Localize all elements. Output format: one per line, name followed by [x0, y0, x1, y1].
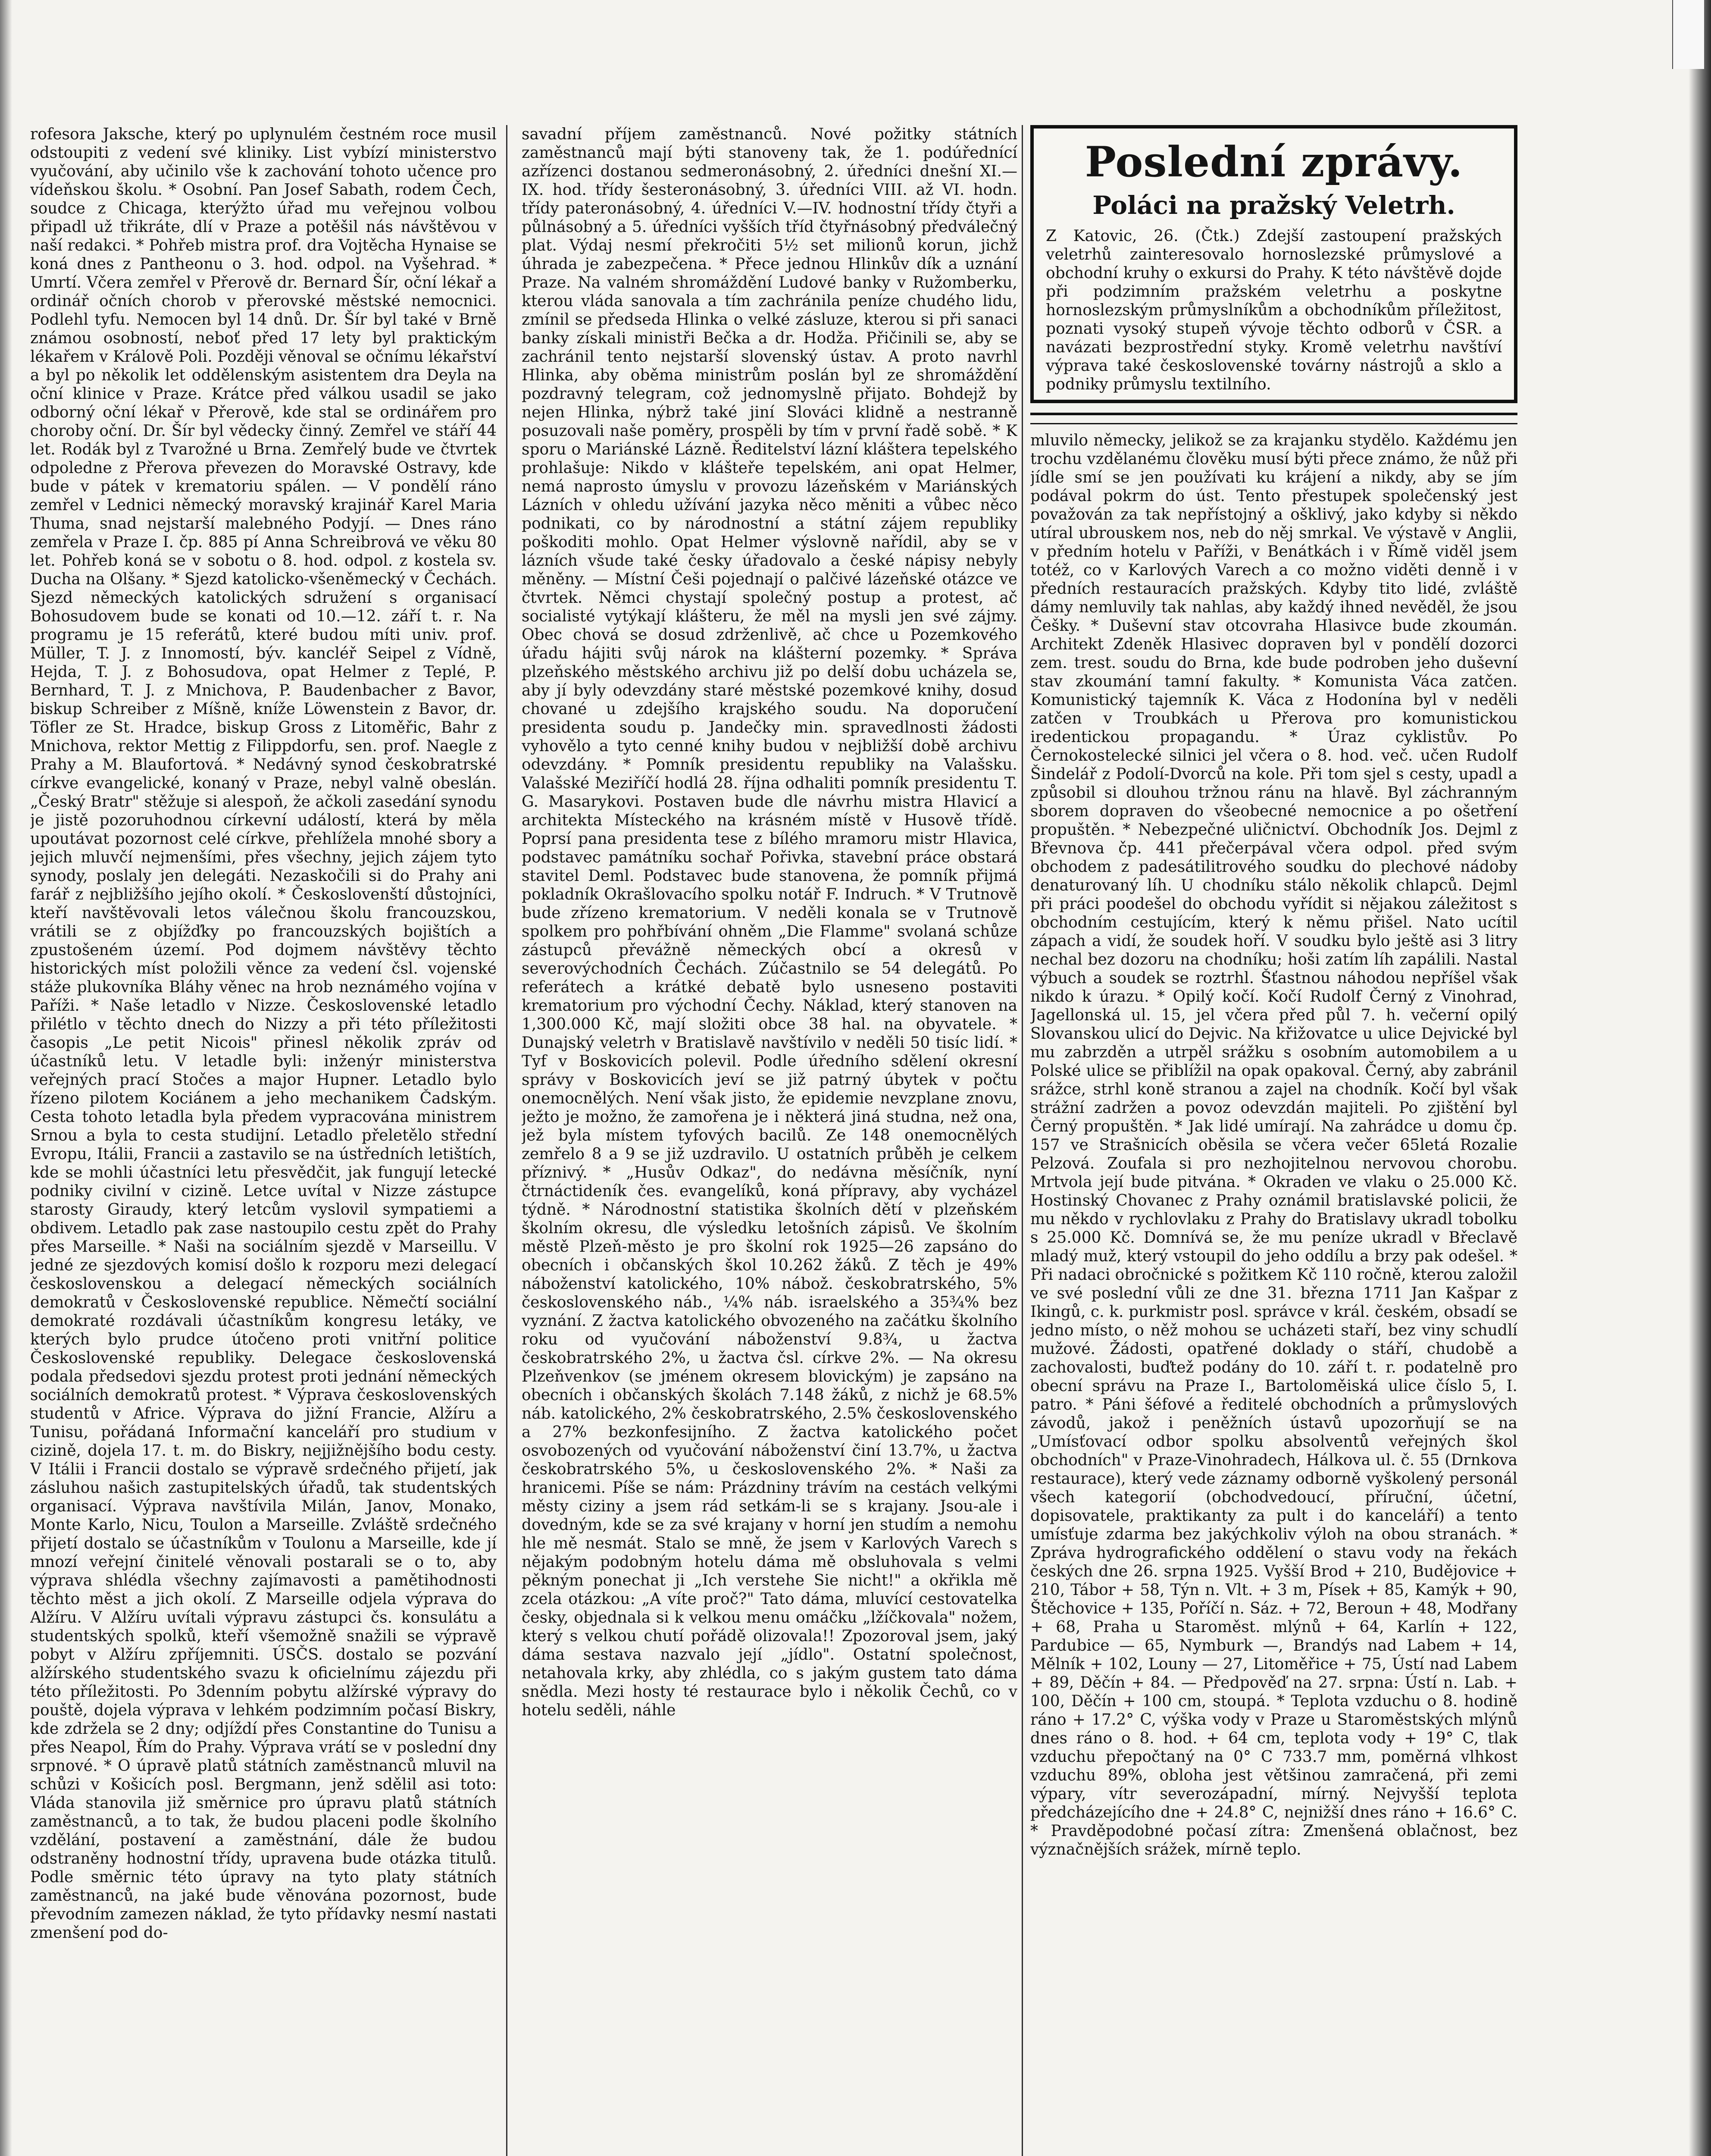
torn-corner: [1672, 0, 1704, 69]
latest-news-title: Poslední zprávy.: [1085, 138, 1463, 186]
column-right-text: mluvilo německy, jelikož se za krajanku stydělo. Každému jen trochu vzdělanému člověku musí býti přece známo, že nůž při jídle smí se jen používati ku krájení a nikdy, aby se jím podával pokrm do úst. Tento přestupek společenský jest považován za tak nepřístojný a ošklivý, jako kdyby si někdo utíral ubrouskem nos, neb do něj smrkal. Ve výstavě v Anglii, v předním hotelu v Paříži, v Benátkách i v Římě viděl jsem totéž, co v Karlových Varech a co možno viděti denně i v předních restauracích pražských. Kdyby tito lidé, zvláště dámy nemluvily tak nahlas, aby každý ihned nevěděl, že jsou Češky. * Duševní stav otcovraha Hlasivce bude zkoumán. Architekt Zdeněk Hlasivec dopraven byl v pondělí dozorci zem. trest. soudu do Brna, kde bude podroben jeho duševní stav zkoumání tamní fakulty. * Komunista Váca zatčen. Komunistický tajemník K. Váca z Hodonína byl v neděli zatčen v Troubkách u Přerova pro komunistickou iredentickou propagandu. * Úraz cyklistův. Po Černokostelecké silnici jel včera o 8. hod. več. učen Rudolf Šindelář z Podolí-Dvorců na kole. Při tom sjel s cesty, upadl a způsobil si dlouhou tržnou ránu na hlavě. Byl záchranným sborem dopraven do všeobecné nemocnice a po ošetření propuštěn. * Nebezpečné uličnictví. Obchodník Jos. Dejml z Břevnova čp. 441 přečerpával včera odpol. před svým obchodem z padesátilitrového soudku do plechové nádoby denaturovaný líh. U chodníku stálo několik chlapců. Dejml při práci poodešel do obchodu vyřídit si nějakou záležitost s obchodním cestujícím, který k němu přišel. Nato ucítil zápach a vidí, že soudek hoří. V soudku bylo ještě asi 3 litry nechal bez dozoru na chodníku; hoši zatím líh zapálili. Nastal výbuch a soudek se roztrhl. Šťastnou náhodou nepříšel však nikdo k úrazu. * Opilý kočí. Kočí Rudolf Černý z Vinohrad, Jagellonská ul. 15, jel včera před půl 7. h. večerní opilý Slovanskou ulicí do Dejvic. Na křižovatce u ulice Dejvické byl mu zabrzděn a utrpěl srážku s osobním automobilem a u Polské ulice se přiblížil na opak opakoval. Černý, aby zabránil srážce, strhl koně stranou a zajel na chodník. Kočí byl však strážní zadržen a povoz odevzdán majiteli. Po zjištění byl Černý propuštěn. * Jak lidé umírají. Na zahrádce u domu čp. 157 ve Strašnicích oběsila se včera večer 65letá Rozalie Pelzová. Zoufala si pro nezhojitelnou nervovou chorobu. Mrtvola její bude pitvána. * Okraden ve vlaku o 25.000 Kč. Hostinský Chovanec z Prahy oznámil bratislavské policii, že mu někdo v rychlovlaku z Prahy do Bratislavy ukradl tobolku s 25.000 Kč. Domnívá se, že mu peníze ukradl v Břeclavě mladý muž, který vstoupil do jeho oddílu a brzy pak odešel. * Při nadaci obročnické s požitkem Kč 110 ročně, kterou založil ve své poslední vůli ze dne 31. března 1711 Jan Kašpar z Ikingů, c. k. purkmistr posl. správce v král. českém, obsadí se jedno místo, o něž mohou se ucházeti staří, bez viny schudlí mužové. Žádosti, opatřené doklady o stáří, chudobě a zachovalosti, buďtež podány do 10. září t. r. podatelně pro obecní správu na Praze I., Bartoloměiská ulice číslo 5, I. patro. * Páni šéfové a ředitelé obchodních a průmyslových závodů, jakož i peněžních ústavů upozorňují se na „Umísťovací odbor spolku absolventů veřejných škol obchodních" v Praze-Vinohradech, Hálkova ul. č. 55 (Drnkova restaurace), který vede záznamy odborně vyškolený personál všech kategorií (obchodvedoucí, příruční, účetní, dopisovatele, praktikanty za pult i do kanceláří) a tento umísťuje zdarma bez jakýchkoliv výloh na obou stranách. * Zpráva hydrografického oddělení o stavu vody na řekách českých dne 26. srpna 1925. Vyšší Brod + 210, Budějovice + 210, Tábor + 58, Týn n. Vlt. + 3 m, Písek + 85, Kamýk + 90, Štěchovice + 135, Poříčí n. Sáz. + 72, Beroun + 48, Modřany + 68, Praha u Staroměst. mlýnů + 64, Karlín + 122, Pardubice — 65, Nymburk —, Brandýs nad Labem + 14, Mělník + 102, Louny — 27, Litoměřice + 75, Ústí nad Labem + 89, Děčín + 84. — Předpověď na 27. srpna: Ústí n. Lab. + 100, Děčín + 100 cm, stoupá. * Teplota vzduchu o 8. hodině ráno + 17.2° C, výška vody v Praze u Staroměstských mlýnů dnes ráno o 8. hod. + 64 cm, teplota vody + 19° C, tlak vzduchu přepočtaný na 0° C 733.7 mm, poměrná vlhkost vzduchu 89%, obloha jest většinou zamračená, při zemi výpary, vítr severozápadní, mírný. Nejvyšší teplota předcházejícího dne + 24.8° C, nejnižší dnes ráno + 16.6° C. * Pravděpodobné počasí zítra: Zmenšená oblačnost, bez význačnějších srážek, mírně teplo.: [1030, 432, 1517, 1858]
section-rule: [1030, 413, 1517, 424]
page-edge-shadow: [0, 0, 12, 2156]
column-divider-1: [506, 125, 507, 2156]
column-middle-text: savadní příjem zaměstnanců. Nové požitky státních zaměstnanců mají býti stanoveny tak, že 1. podúřednící azřízenci dostanou sedmeronásobný, 2. úředníci dnešní XI.—IX. hod. třídy šesteronásobný, 3. úředníci VIII. až VI. hodn. třídy pateronásobný, 4. úředníci V.—IV. hodnostní třídy čtyři a půlnásobný a 5. úředníci vyšších tříd čtyřnásobný předválečný plat. Výdaj nesmí překročiti 5½ set milionů korun, jichž úhrada je zabezpečena. * Přece jednou Hlinkův dík a uznání Praze. Na valném shromáždění Ludové banky v Ružomberku, kterou vláda sanovala a tím zachránila peníze chudého lidu, zmínil se předseda Hlinka o velké zásluze, kterou si při sanaci banky získali ministři Bečka a dr. Hodža. Přičinili se, aby se zachránil tento nejstarší slovenský ústav. A proto navrhl Hlinka, aby oběma ministrům poslán byl ze shromáždění pozdravný telegram, což jednomyslně přijato. Bohdejž by nejen Hlinka, nýbrž také jiní Slováci klidně a nestranně posuzovali naše poměry, prospěli by tím v první řadě sobě. * K sporu o Mariánské Lázně. Ředitelství lázní kláštera tepelského prohlašuje: Nikdo v klášteře tepelském, ani opat Helmer, nemá naprosto úmyslu v provozu lázeňském v Mariánských Lázních v ohledu užívání jazyka něco měniti a vůbec něco podnikati, co by národnostní a státní zájem republiky poškoditi mohlo. Opat Helmer výslovně nařídil, aby se v lázních všude také česky úřadovalo a české nápisy nebyly měněny. — Místní Češi pojednají o palčivé lázeňské otázce ve čtvrtek. Němci chystají společný postup a protest, ač socialisté vytýkají klášteru, že měl na mysli jen své zájmy. Obec chová se dosud zdrženlivě, ač chce u Pozemkového úřadu hájiti svůj nárok na klášterní pozemky. * Správa plzeňského městského archivu již po delší dobu ucházela se, aby jí byly odevzdány staré městské pozemkové knihy, dosud chované u zdejšího krajského soudu. Na doporučení presidenta soudu p. Jandečky min. spravedlnosti žádosti vyhovělo a tyto cenné knihy budou v nejbližší době archivu odevzdány. * Pomník presidentu republiky na Valašsku. Valašské Meziříčí hodlá 28. října odhaliti pomník presidentu T. G. Masarykovi. Postaven bude dle návrhu mistra Hlavicí a architekta Místeckého na krásném místě v Husově třídě. Poprsí pana presidenta tese z bílého mramoru mistr Hlavica, podstavec památníku sochař Pořivka, stavební práce obstará stavitel Deml. Podstavec bude stanovena, že pomník přijmá pokladník Okrašlovacího spolku notář F. Indruch. * V Trutnově bude zřízeno krematorium. V neděli konala se v Trutnově spolkem pro pohřbívání ohněm „Die Flamme" svolaná schůze zástupců převážně německých obcí a okresů v severovýchodních Čechách. Zúčastnilo se 54 delegátů. Po referátech a krátké debatě bylo usneseno postaviti krematorium pro východní Čechy. Náklad, který stanoven na 1,300.000 Kč, mají složiti obce 38 hal. na obyvatele. * Dunajský veletrh v Bratislavě navštívilo v neděli 50 tisíc lidí. * Tyf v Boskovicích polevil. Podle úředního sdělení okresní správy v Boskovicích jeví se již patrný úbytek v počtu onemocnělých. Není však jisto, že epidemie nevzplane znovu, ježto je možno, že zamořena je i některá jiná studna, než ona, jež byla místem tyfových bacilů. Ze 148 onemocnělých zemřelo 8 a 9 se již uzdravilo. U ostatních průběh je celkem příznivý. * „Husův Odkaz", do nedávna měsíčník, nyní čtrnáctideník čes. evangelíků, koná přípravy, aby vycházel týdně. * Národnostní statistika školních dětí v plzeňském školním okresu, dle výsledku letošních zápisů. Ve školním městě Plzeň-město je pro školní rok 1925—26 zapsáno do obecních i občanských škol 10.262 žáků. Z těch je 49% náboženství katolického, 10% nábož. českobratrského, 5% československého náb., ¼% náb. israelského a 35¾% bez vyznání. Z žactva katolického obvozeného na začátku školního roku od vyučování náboženství 9.8¾, u žactva českobratrského 2%, u žactva čsl. církve 2%. — Na okresu Plzeňvenkov (se jménem okresem blovickým) je zapsáno na obecních i občanských školách 7.148 žáků, z nichž je 68.5% náb. katolického, 2% českobratrského, 2.5% československého a 27% bezkonfesijního. Z žactva katolického počet osvobozených od vyučování náboženství činí 13.7%, u žactva českobratrského 5%, u československého 2%. * Naši za hranicemi. Píše se nám: Prázdniny trávím na cestách velkými městy ciziny a jsem rád setkám-li se s krajany. Jsou-ale i dovedným, kde se za své krajany v horní jen studím a nemohu hle mě nesmát. Stalo se mně, že jsem v Karlových Varech s nějakým podobným hotelu dáma mě obsluhovala s velmi pěkným ponechat ji „Ich verstehe Sie nicht!" a okřikla mě zcela otázkou: „A víte proč?" Tato dáma, mluvící cestovatelka česky, objednala si k velkou menu omáčku „lžíčkovala" nožem, který s velkou chutí pořádě olizovala!! Zpozoroval jsem, jaký dáma sestava nazvalo její „jídlo". Ostatní společnost, netahovala krky, aby zhlédla, co s jakým gustem tato dáma snědla. Mezi hosty té restaurace bylo i několik Čechů, co v hotelu seděli, náhle: [522, 125, 1017, 1719]
column-right: [1030, 125, 1517, 2156]
latest-news-subtitle: Poláci na pražský Veletrh.: [1092, 191, 1455, 220]
column-left-text: rofesora Jaksche, který po uplynulém čestném roce musil odstoupiti z vedení své kliniky. List vybízí ministerstvo vyučování, aby učinilo vše k zachování tohoto učence pro vídeňskou školu. * Osobní. Pan Josef Sabath, rodem Čech, soudce z Chicaga, kterýžto úřad mu veřejnou volbou připadl už třikráte, dlí v Praze a potěšil nás návštěvou v naší redakci. * Pohřeb mistra prof. dra Vojtěcha Hynaise se koná dnes z Pantheonu o 3. hod. odpol. na Vyšehrad. * Umrtí. Včera zemřel v Přerově dr. Bernard Šír, oční lékař a ordinář očních chorob v přerovské městské nemocnici. Podlehl tyfu. Nemocen byl 14 dnů. Dr. Šír byl také v Brně známou osobností, neboť před 17 lety byl praktickým lékařem v Králově Poli. Později věnoval se očnímu lékařství a byl po několik let oddělenským asistentem dra Deyla na oční klinice v Praze. Krátce před válkou usadil se jako odborný oční lékař v Přerově, kde stal se ordinářem pro choroby oční. Dr. Šír byl vědecky činný. Zemřel ve stáří 44 let. Rodák byl z Tvarožné u Brna. Zemřelý bude ve čtvrtek odpoledne z Přerova převezen do Moravské Ostravy, kde bude v pátek v krematoriu spálen. — V pondělí ráno zemřel v Lednici německý moravský krajinář Karel Maria Thuma, snad nejstarší malebného Podyjí. — Dnes ráno zemřela v Praze I. čp. 885 pí Anna Schreibrová ve věku 80 let. Pohřeb koná se v sobotu o 8. hod. odpol. z kostela sv. Ducha na Olšany. * Sjezd katolicko-všeněmecký v Čechách. Sjezd německých katolických sdružení s organisací Bohosudovem bude se konati od 10.—12. září t. r. Na programu je 15 referátů, které budou míti univ. prof. Müller, T. J. z Innomostí, býv. kancléř Seipel z Vídně, Hejda, T. J. z Bohosudova, opat Helmer z Teplé, P. Bernhard, T. J. z Mnichova, P. Baudenbacher z Bavor, biskup Schreiber z Míšně, kníže Löwenstein z Bavor, dr. Töfler ze St. Hradce, biskup Gross z Litoměřic, Bahr z Mnichova, rektor Mettig z Filippdorfu, sen. prof. Naegle z Prahy a M. Blaufortová. * Nedávný synod českobratrské církve evangelické, konaný v Praze, nebyl valně obeslán. „Český Bratr" stěžuje si alespoň, že ačkoli zasedání synodu je jistě pozoruhodnou církevní událostí, která by měla upoutávat pozornost celé církve, přehlížela mnohé sbory a jejich mluvčí nejmenšími, přes všechny, jejich zájem tyto synody, poslaly jen delegáti. Nezaskočili si do Prahy ani farář z nejbližšího jejího okolí. * Českoslovenští důstojníci, kteří navštěvovali letos válečnou školu francouzskou, vrátili se z objížďky po francouzských bojištích a zpustošeném území. Pod dojmem návštěvy těchto historických míst položili věnce za vedení čsl. vojenské stáže plukovníka Bláhy věnec na hrob neznámého vojína v Paříži. * Naše letadlo v Nizze. Československé letadlo přilétlo v těchto dnech do Nizzy a při této příležitosti časopis „Le petit Nicois" přinesl několik zpráv od účastníků letu. V letadle byli: inženýr ministerstva veřejných prací Stočes a major Hupner. Letadlo bylo řízeno pilotem Kociánem a jeho mechanikem Čadským. Cesta tohoto letadla byla předem vypracována ministrem Srnou a byla to cesta studijní. Letadlo přeletělo střední Evropu, Itálii, Francii a zastavilo se na ústředních letištích, kde se mohli účastníci letu přesvědčit, jak fungují letecké podniky civilní v cizině. Letce uvítal v Nizze zástupce starosty Giraudy, který letcům vyslovil sympatiemi a obdivem. Letadlo pak zase nastoupilo cestu zpět do Prahy přes Marseille. * Naši na sociálním sjezdě v Marseillu. V jedné ze sjezdových komisí došlo k rozporu mezi delegací československou a delegací německých sociálních demokratů v Československé republice. Němečtí sociální demokraté rozdávali účastníkům kongresu letáky, ve kterých bylo prudce útočeno proti vnitřní politice Československé republiky. Delegace československá podala předsedovi sjezdu protest proti jednání německých sociálních demokratů protest. * Výprava československých studentů v Africe. Výprava do jižní Francie, Alžíru a Tunisu, pořádaná Informační kanceláří pro studium v cizině, dojela 17. t. m. do Biskry, nejjižnějšího bodu cesty. V Itálii i Francii dostalo se výpravě srdečného přijetí, jak zásluhou našich zastupitelských úřadů, tak studentských organisací. Výprava navštívila Milán, Janov, Monako, Monte Karlo, Nicu, Toulon a Marseille. Zvláště srdečného přijetí dostalo se účastníkům v Toulonu a Marseille, kde jí mnozí veřejní činitelé věnovali postarali se o to, aby výprava shlédla všechny zajímavosti a pamětihodnosti těchto měst a jich okolí. Z Marseille odjela výprava do Alžíru. V Alžíru uvítali výpravu zástupci čs. konsulátu a studentských spolků, kteří všemožně snažili se výpravě pobyt v Alžíru zpříjemniti. ÚSČS. dostalo se pozvání alžírského studentského svazu k oficielnímu zájezdu při této příležitosti. Po 3denním pobytu alžírské výpravy do pouště, dojela výprava v lehkém podzimním počasí Biskry, kde zdržela se 2 dny; odjíždí přes Constantine do Tunisu a přes Neapol, Řím do Prahy. Výprava vrátí se v poslední dny srpnové. * O úpravě platů státních zaměstnanců mluvil na schůzi v Košicích posl. Bergmann, jenž sdělil asi toto: Vláda stanovila již směrnice pro úpravu platů státních zaměstnanců, a to tak, že budou placeni podle školního vzdělání, postavení a zaměstnání, dále že budou odstraněny hodnostní třídy, upravena bude otázka titulů. Podle směrnic této úpravy na tyto platy státních zaměstnanců, na jaké bude věnována pozornost, bude převodním zamezen náklad, že tyto přídavky nesmí nastati zmenšení pod do-: [30, 125, 497, 1942]
column-divider-2: [1022, 125, 1023, 2156]
column-left: [30, 125, 497, 2156]
latest-news-text: Z Katovic, 26. (Čtk.) Zdejší zastoupení pražských veletrhů zainteresovalo hornoslezské průmyslové a obchodní kruhy o exkursi do Prahy. K této návštěvě dojde při podzimním pražském veletrhu a poskytne hornoslezským průmyslníkům a obchodníkům příležitost, poznati vysoký stupeň vývoje těchto odborů v ČSR. a navázati bezprostřední styky. Kromě veletrhu navštíví výprava také československé továrny nástrojů a sklo a podniky průmyslu textilního.: [1046, 227, 1502, 393]
latest-news-box: [1030, 125, 1517, 403]
page-spine-edge: [1689, 0, 1711, 2156]
column-middle: [522, 125, 1017, 2156]
